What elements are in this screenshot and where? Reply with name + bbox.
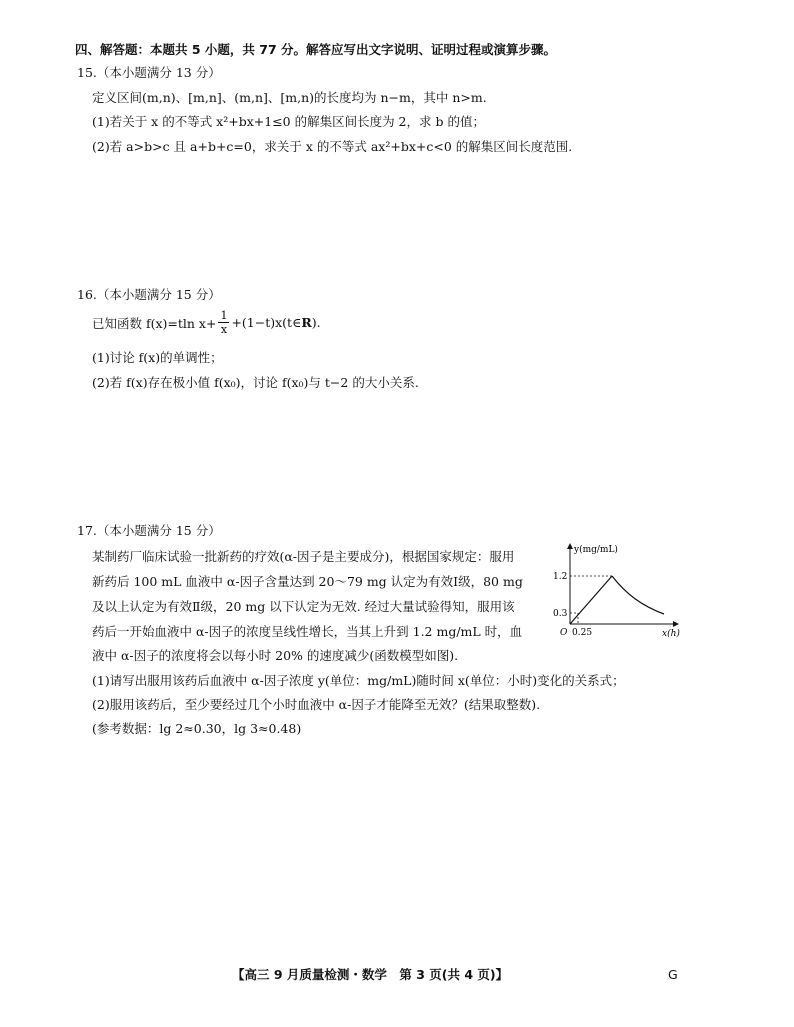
- fraction-numerator: 1: [220, 309, 228, 322]
- q15-line1: 定义区间(m,n)、[m,n]、(m,n]、[m,n)的长度均为 n−m，其中 n>m.: [92, 90, 487, 105]
- exponential-decay-curve: [612, 576, 664, 614]
- q16-line2: (1)讨论 f(x)的单调性；: [92, 350, 223, 365]
- q17-reference-data: (参考数据：lg 2≈0.30，lg 3≈0.48): [92, 721, 302, 736]
- q17-para-line-1: 某制药厂临床试验一批新药的疗效(α-因子是主要成分)，根据国家规定：服用: [92, 549, 515, 564]
- y-tick-0-3: 0.3: [553, 609, 568, 619]
- linear-growth-segment: [570, 576, 612, 624]
- q15-line2: (1)若关于 x 的不等式 x²+bx+1≤0 的解集区间长度为 2，求 b 的值；: [92, 114, 485, 129]
- q17-para-line-3: 及以上认定为有效Ⅱ级，20 mg 以下认定为无效. 经过大量试验得知，服用该: [92, 599, 515, 614]
- q15-line3: (2)若 a>b>c 且 a+b+c=0，求关于 x 的不等式 ax²+bx+c<0 的解集区间长度范围.: [92, 139, 573, 154]
- q16-line1: [92, 310, 321, 335]
- x-tick-0-25: 0.25: [572, 628, 593, 638]
- paper-version-letter: G: [668, 967, 678, 982]
- y-axis-label: y(mg/mL): [574, 545, 618, 555]
- real-set-symbol: R: [301, 315, 312, 330]
- y-tick-1-2: 1.2: [553, 572, 568, 582]
- q15-title: 15.（本小题满分 13 分）: [77, 65, 221, 80]
- q17-sub1: (1)请写出服用该药后血液中 α-因子浓度 y(单位：mg/mL)随时间 x(单位：小时)变化的关系式；: [92, 673, 625, 688]
- section-header: 四、解答题：本题共 5 小题，共 77 分。解答应写出文字说明、证明过程或演算步骤。: [75, 42, 557, 57]
- fraction-denominator: x: [220, 323, 228, 336]
- page-footer: 【高三 9 月质量检测・数学 第 3 页(共 4 页)】: [232, 967, 509, 982]
- x-axis-label: x(h): [662, 629, 680, 639]
- q16-line1-end: ).: [311, 315, 321, 330]
- q17-para-line-4: 药后一开始血液中 α-因子的浓度呈线性增长，当其上升到 1.2 mg/mL 时，血: [92, 624, 523, 639]
- q16-title: 16.（本小题满分 15 分）: [77, 287, 221, 302]
- q17-title: 17.（本小题满分 15 分）: [77, 523, 221, 538]
- origin-label: O: [560, 628, 568, 638]
- q17-sub2: (2)服用该药后，至少要经过几个小时血液中 α-因子才能降至无效？(结果取整数).: [92, 697, 541, 712]
- concentration-graph: [548, 538, 688, 643]
- q17-para-line-5: 液中 α-因子的浓度将会以每小时 20% 的速度减少(函数模型如图).: [92, 648, 459, 663]
- q17-para-line-2: 新药后 100 mL 血液中 α-因子含量达到 20～79 mg 认定为有效Ⅰ级，80 mg: [92, 574, 523, 589]
- fraction-1-over-x: [218, 310, 229, 335]
- q16-line3: (2)若 f(x)存在极小值 f(x₀)，讨论 f(x₀)与 t−2 的大小关系.: [92, 375, 419, 390]
- q16-line1-pre: 已知函数 f(x)=tln x+: [92, 315, 217, 331]
- q16-line1-post: +(1−t)x(t∈: [231, 315, 302, 330]
